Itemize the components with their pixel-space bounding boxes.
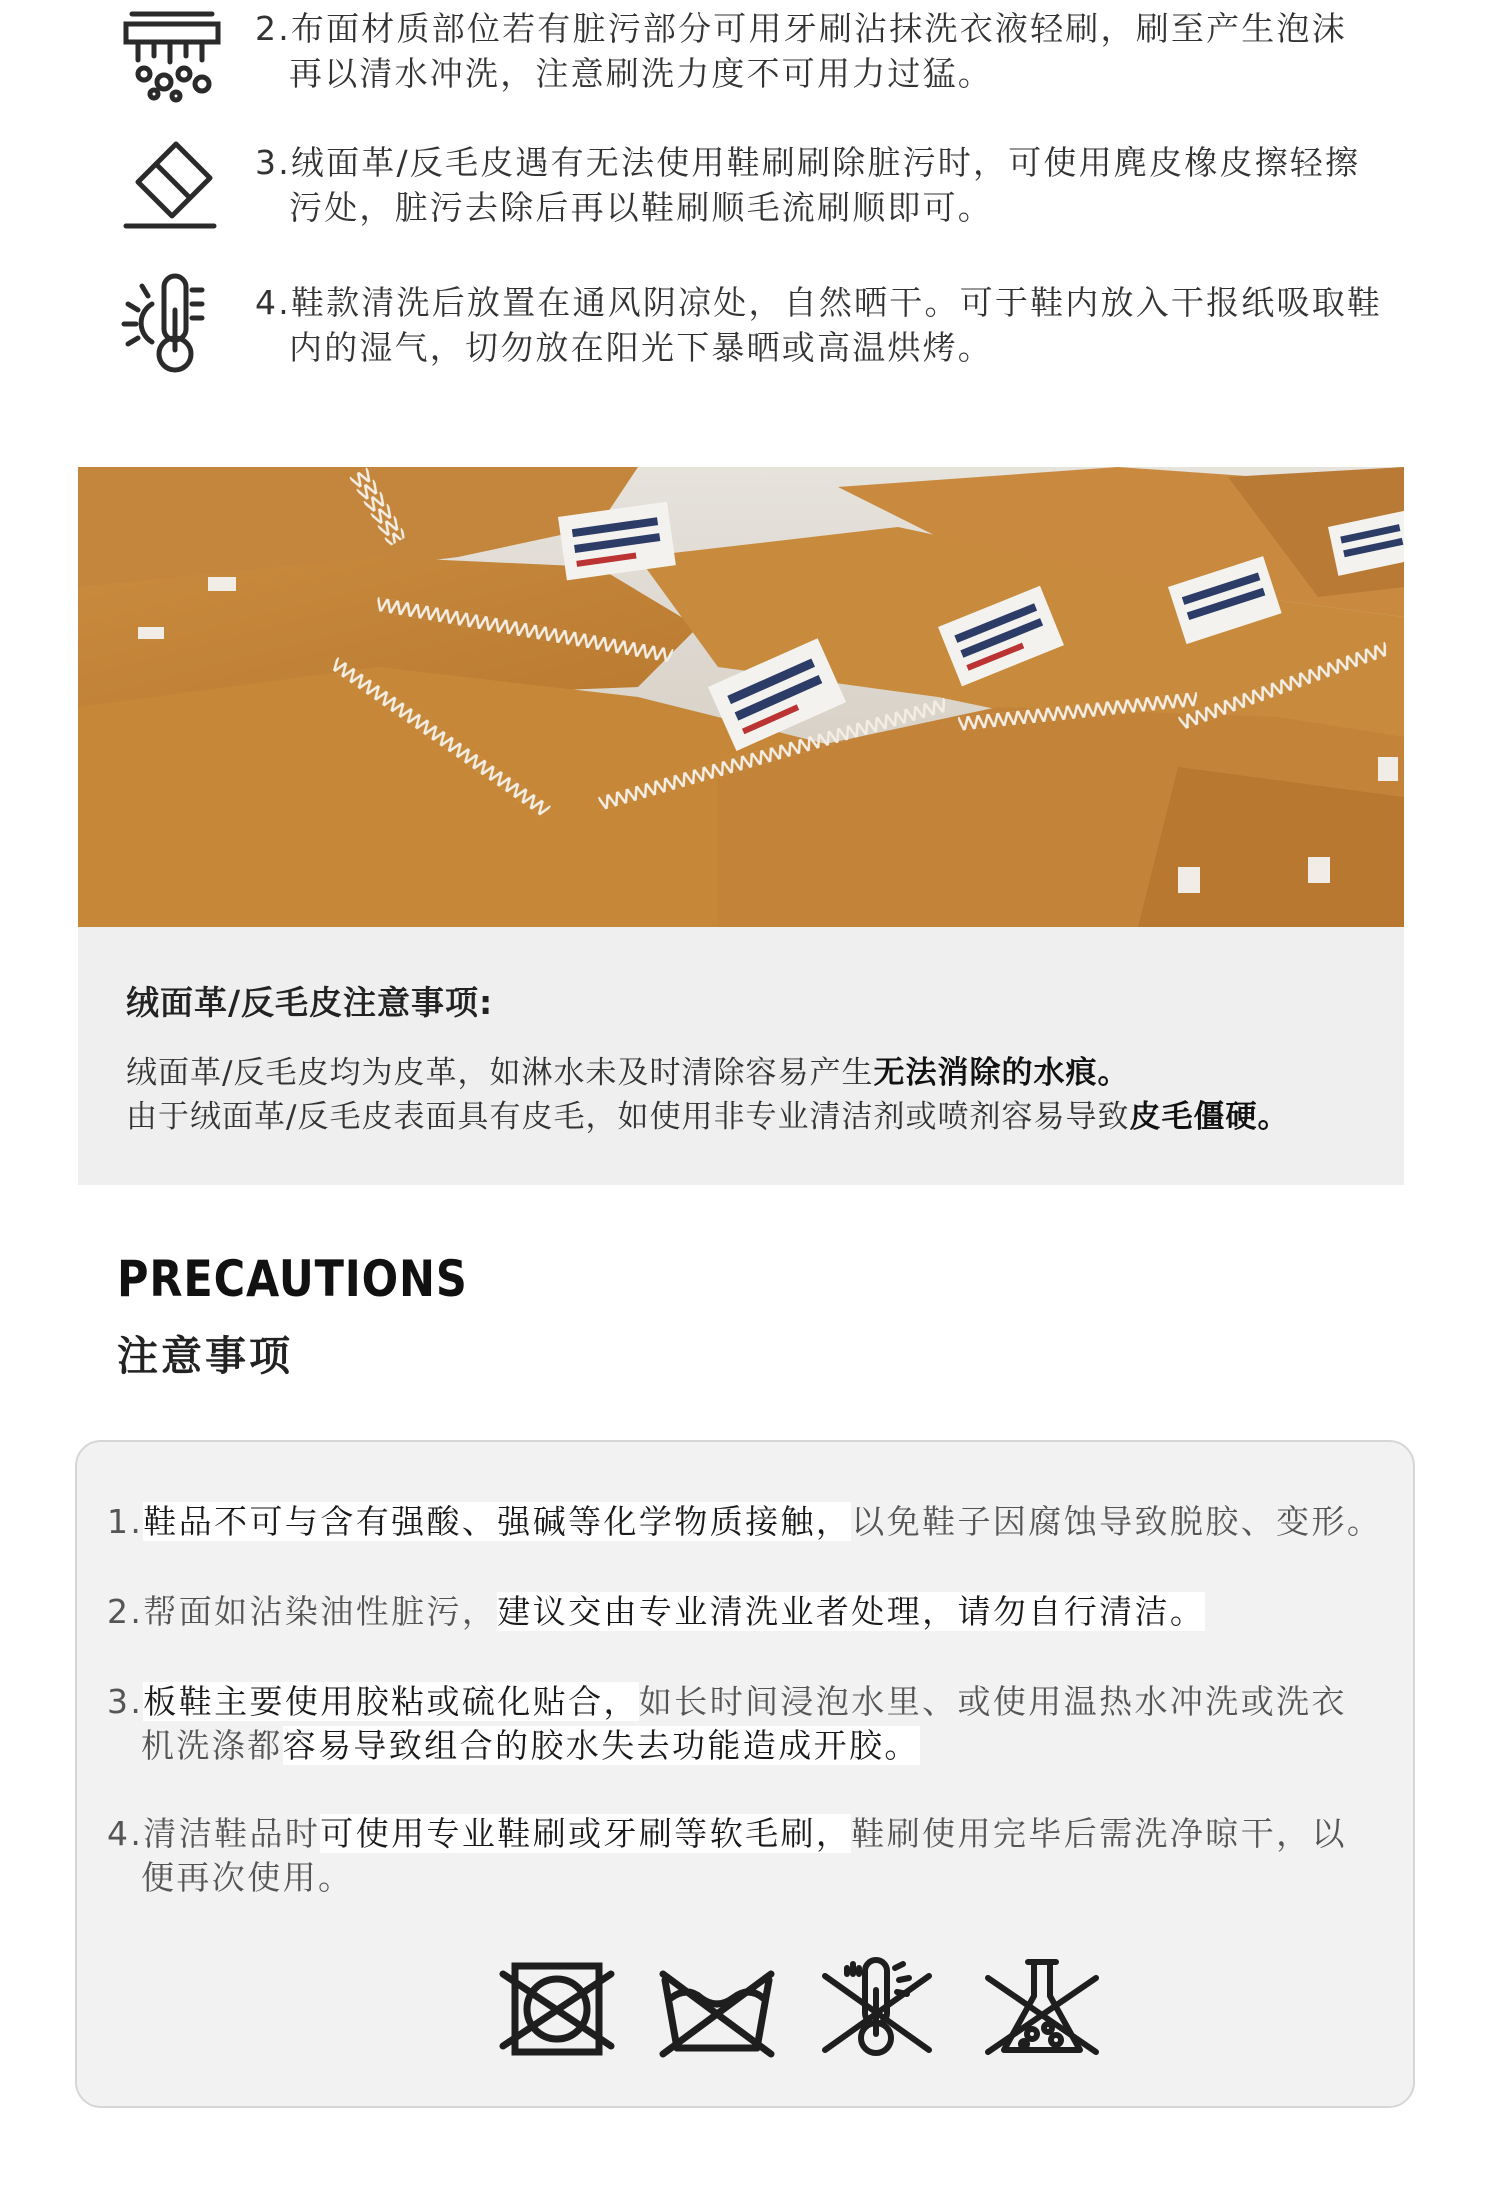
no-wash-icon <box>657 1954 777 2064</box>
care-step-4-text: 4.鞋款清洗后放置在通风阴凉处，自然晒干。可于鞋内放入干报纸吸取鞋 内的湿气，切勿放在阳光下暴晒或高温烘烤。 <box>255 283 1383 367</box>
suede-notice-panel <box>78 927 1404 1185</box>
eraser-icon <box>118 130 226 238</box>
thermometer-sun-icon <box>118 270 226 378</box>
suede-material-photo <box>78 467 1404 927</box>
no-chemicals-icon <box>982 1954 1102 2064</box>
notice-line-1: 绒面革/反毛皮均为皮革，如淋水未及时清除容易产生无法消除的水痕。 <box>126 1055 1130 1091</box>
care-step-3-text: 3.绒面革/反毛皮遇有无法使用鞋刷刷除脏污时，可使用麂皮橡皮擦轻擦 污处，脏污去除后再以鞋刷顺毛流刷顺即可。 <box>255 143 1361 227</box>
notice-line-2: 由于绒面革/反毛皮表面具有皮毛，如使用非专业清洁剂或喷剂容易导致皮毛僵硬。 <box>126 1099 1290 1135</box>
precaution-item-1: 1.鞋品不可与含有强酸、强碱等化学物质接触，以免鞋子因腐蚀导致脱胶、变形。 <box>107 1502 1383 1541</box>
washing-bubbles-icon <box>118 2 226 110</box>
notice-title: 绒面革/反毛皮注意事项: <box>126 983 494 1022</box>
precautions-panel <box>75 1440 1415 2108</box>
care-step-2-text: 2.布面材质部位若有脏污部分可用牙刷沾抹洗衣液轻刷，刷至产生泡沫 再以清水冲洗，注意刷洗力度不可用力过猛。 <box>255 9 1347 93</box>
no-high-temperature-icon <box>817 1954 937 2064</box>
precaution-item-3: 3.板鞋主要使用胶粘或硫化贴合，如长时间浸泡水里、或使用温热水冲洗或洗衣 机洗涤都容易导致组合的胶水失去功能造成开胶。 <box>107 1682 1347 1765</box>
no-tumble-dry-icon <box>497 1954 617 2064</box>
precaution-item-2: 2.帮面如沾染油性脏污，建议交由专业清洗业者处理，请勿自行清洁。 <box>107 1592 1206 1631</box>
precautions-title-en: PRECAUTIONS <box>117 1250 468 1308</box>
precautions-title-zh: 注意事项 <box>117 1332 293 1380</box>
precaution-item-4: 4.清洁鞋品时可使用专业鞋刷或牙刷等软毛刷，鞋刷使用完毕后需洗净晾干，以 便再次使用。 <box>107 1814 1347 1897</box>
